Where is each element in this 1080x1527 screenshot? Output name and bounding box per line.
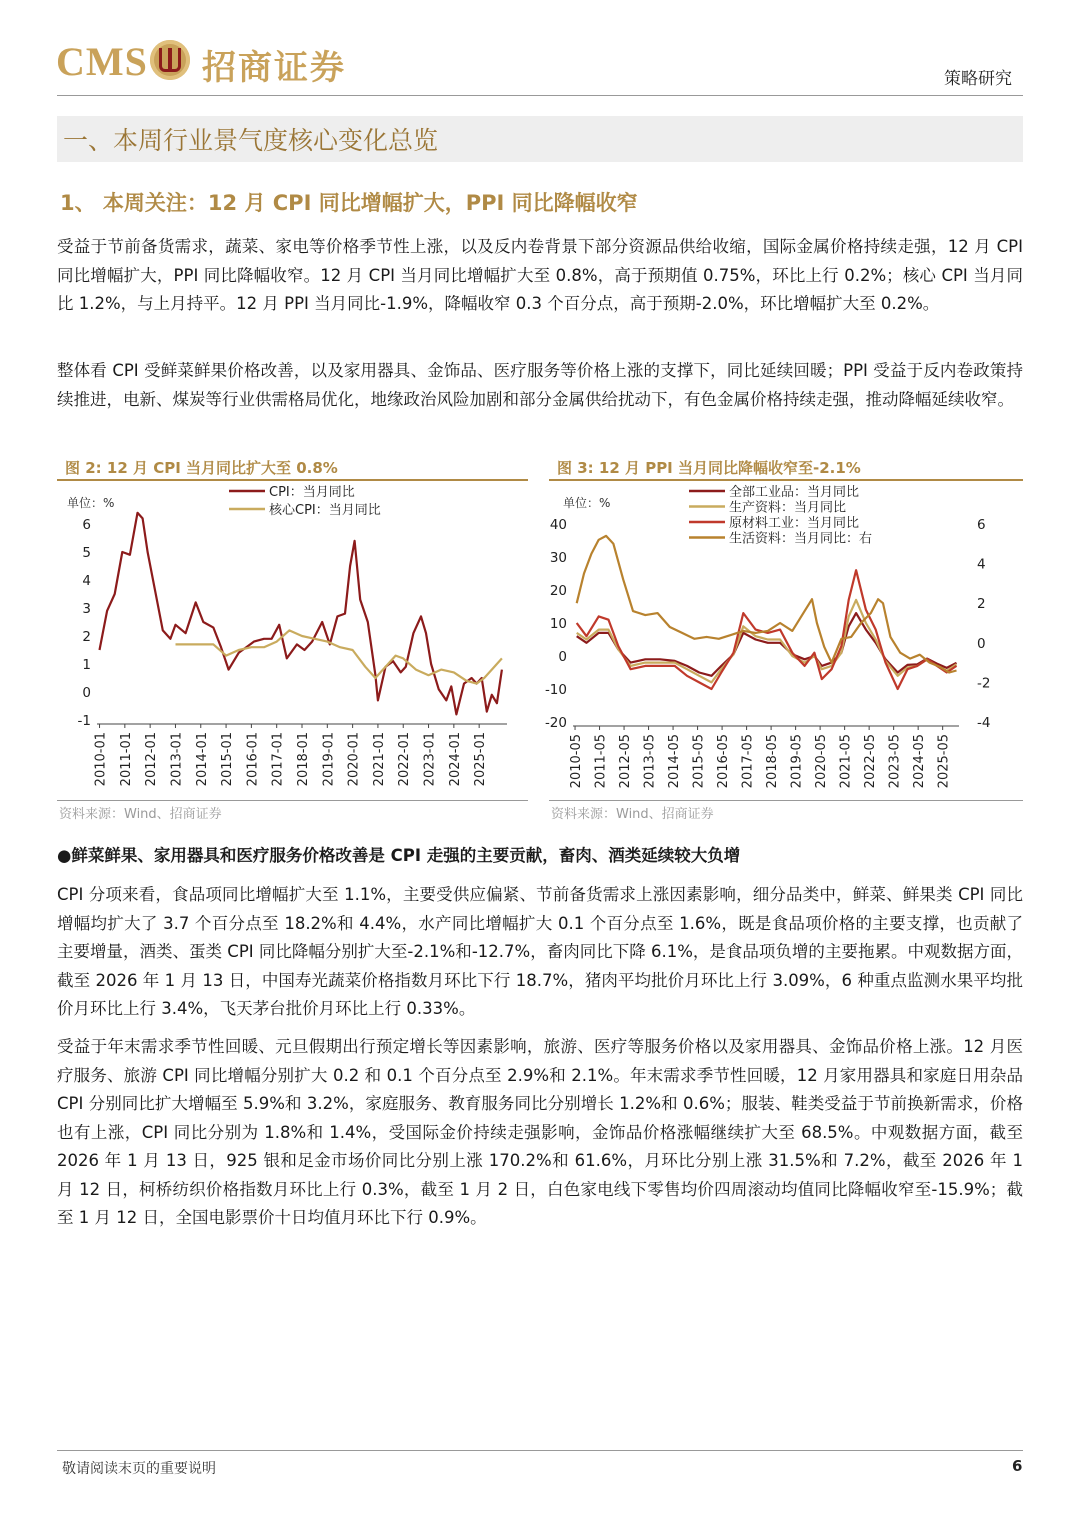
chart2-xtick-label: 2014-05 — [667, 734, 683, 789]
chart2-y2tick-label: 6 — [977, 517, 986, 533]
chart1-xtick-label: 2022-01 — [397, 732, 413, 787]
chart-cpi-caption: 图 2: 12 月 CPI 当月同比扩大至 0.8% — [65, 459, 338, 477]
chart1-xtick-label: 2012-01 — [144, 732, 160, 787]
chart2-ytick-label: 0 — [558, 649, 567, 665]
chart2-unit-label: 单位：% — [563, 496, 611, 510]
chart2-xtick-label: 2020-05 — [814, 734, 830, 789]
page-header — [0, 0, 1080, 100]
paragraph-4: 受益于年末需求季节性回暖、元旦假期出行预定增长等因素影响，旅游、医疗等服务价格以及家用器具、金饰品价格上涨。12 月医疗服务、旅游 CPI 同比增幅分别扩大 0.2 和 0.1 个百分点至 2.9%和 2.1%。年末需求季节性回暖，12 月家用器具和家庭日用杂品 CPI 分别同比扩大增幅至 5.9%和 3.2%，家庭服务、教育服务同比分别增长 1.2%和 0.6%；服装、鞋类受益于节前换新需求，价格也有上涨，CPI 同比分别为 1.8%和 1.4%，受国际金价持续走强影响，金饰品价格涨幅继续扩大至 68.5%。中观数据方面，截至 2026 年 1 月 13 日，925 银和足金市场价同比分别上涨 170.2%和 61.6%，月环比分别上涨 31.5%和 7.2%，截至 2026 年 1 月 12 日，柯桥纺织价格指数月环比上行 0.3%，截至 1 月 2 日，白色家电线下零售均价四周滚动均值同比降幅收窄至-15.9%；截至 1 月 12 日，全国电影票价十日均值月环比下行 0.9%。 — [57, 1037, 1023, 1227]
chart2-y2tick-label: 2 — [977, 596, 986, 613]
chart2-xtick-label: 2025-05 — [936, 734, 952, 789]
chart1-xtick-label: 2020-01 — [346, 732, 362, 787]
chart1-xtick-label: 2013-01 — [169, 732, 185, 787]
header-divider — [57, 95, 1023, 96]
chart1-xtick-label: 2016-01 — [245, 732, 261, 787]
chart1-ytick-label: 4 — [82, 573, 91, 589]
paragraph-2: 整体看 CPI 受鲜菜鲜果价格改善，以及家用器具、金饰品、医疗服务等价格上涨的支撑下，同比延续回暖；PPI 受益于反内卷政策持续推进，电新、煤炭等行业供需格局优化，地缘政治风险加剧和部分金属供给扰动下，有色金属价格持续走强，推动降幅延续收窄。 — [57, 361, 1023, 409]
chart1-legend-label-0: CPI：当月同比 — [269, 485, 355, 500]
chart2-xtick-label: 2017-05 — [740, 734, 756, 789]
chart-cpi-bottom-rule — [57, 800, 528, 801]
chart2-y2tick-label: -4 — [977, 715, 991, 731]
chart2-xtick-label: 2018-05 — [765, 734, 781, 789]
chart2-ytick-label: 10 — [549, 616, 567, 632]
chart2-xtick-label: 2011-05 — [593, 734, 609, 789]
chart1-xtick-label: 2024-01 — [447, 732, 463, 787]
chart1-xtick-label: 2021-01 — [371, 732, 387, 787]
chart1-xtick-label: 2014-01 — [194, 732, 210, 787]
chart1-unit-label: 单位：% — [67, 496, 115, 510]
chart2-legend-label-2: 原材料工业：当月同比 — [729, 516, 860, 531]
chart2-xtick-label: 2013-05 — [642, 734, 658, 789]
chart2-legend-label-3: 生活资料：当月同比：右 — [729, 531, 873, 547]
subsection-heading: 1、 本周关注：12 月 CPI 同比增幅扩大，PPI 同比降幅收窄 — [60, 191, 638, 215]
chart2-ytick-label: 20 — [549, 583, 567, 599]
chart2-y2tick-label: 4 — [977, 556, 986, 573]
chart1-xtick-label: 2017-01 — [270, 732, 286, 787]
chart2-xtick-label: 2021-05 — [838, 734, 854, 789]
section-heading-bar — [57, 116, 1023, 162]
chart-ppi-caption: 图 3: 12 月 PPI 当月同比降幅收窄至-2.1% — [557, 459, 861, 477]
chart2-xtick-label: 2019-05 — [789, 734, 805, 789]
chart1-ytick-label: 3 — [82, 601, 91, 617]
chart2-y2tick-label: 0 — [977, 635, 986, 652]
chart2-xtick-label: 2024-05 — [912, 734, 928, 789]
page-number: 6 — [1012, 1457, 1023, 1475]
chart1-ytick-label: 0 — [82, 685, 91, 701]
chart1-xtick-label: 2018-01 — [296, 732, 311, 787]
paragraph-3: CPI 分项来看，食品项同比增幅扩大至 1.1%，主要受供应偏紧、节前备货需求上涨因素影响，细分品类中，鲜菜、鲜果类 CPI 同比增幅均扩大了 3.7 个百分点至 18.2%和 4.4%，水产同比增幅扩大 0.1 个百分点至 1.6%，既是食品项价格的主要支撑，也贡献了主要增量，酒类、蛋类 CPI 同比降幅分别扩大至-2.1%和-12.7%，畜肉同比下降 6.1%，是食品项负增的主要拖累。中观数据方面，截至 2026 年 1 月 13 日，中国寿光蔬菜价格指数月环比下行 18.7%，猪肉平均批价月环比上行 3.09%，6 种重点监测水果平均批价月环比上行 3.4%，飞天茅台批价月环比上行 0.33%。 — [57, 885, 1023, 1018]
chart1-xtick-label: 2019-01 — [321, 732, 337, 787]
chart-ppi-bottom-rule — [549, 800, 1023, 801]
footer-note: 敬请阅读末页的重要说明 — [62, 1461, 216, 1477]
chart1-ytick-label: 6 — [82, 517, 91, 533]
logo-cn-text: 招商证券 — [202, 50, 346, 87]
chart2-ytick-label: 30 — [549, 550, 567, 566]
bullet-heading: ●鲜菜鲜果、家用器具和医疗服务价格改善是 CPI 走强的主要贡献，畜肉、酒类延续较大负增 — [57, 846, 741, 865]
paragraph-1: 受益于节前备货需求，蔬菜、家电等价格季节性上涨，以及反内卷背景下部分资源品供给收缩，国际金属价格持续走强，12 月 CPI 同比增幅扩大，PPI 同比降幅收窄。12 月 CPI 当月同比增幅扩大至 0.8%，高于预期值 0.75%，环比上行 0.2%；核心 CPI 当月同比 1.2%，与上月持平。12 月 PPI 当月同比-1.9%，降幅收窄 0.3 个百分点，高于预期-2.0%，环比增幅扩大至 0.2%。 — [57, 237, 1023, 313]
logo-emblem-icon — [150, 40, 190, 80]
chart-ppi-source: 资料来源：Wind、招商证券 — [551, 807, 714, 822]
chart-cpi — [57, 455, 528, 827]
chart1-ytick-label: 5 — [82, 545, 91, 561]
chart-cpi-source: 资料来源：Wind、招商证券 — [59, 807, 222, 822]
chart1-xtick-label: 2015-01 — [220, 732, 236, 787]
chart2-series-line-3 — [577, 536, 957, 673]
chart-cpi-svg — [57, 481, 528, 801]
chart1-xtick-label: 2023-01 — [422, 732, 438, 787]
footer-divider — [57, 1450, 1023, 1451]
section-label: 策略研究 — [944, 69, 1012, 89]
chart2-ytick-label: 40 — [549, 517, 567, 533]
chart2-series-line-0 — [577, 613, 957, 676]
logo-cms-text: CMS — [56, 39, 148, 84]
chart1-legend-label-1: 核心CPI：当月同比 — [269, 503, 381, 518]
section-heading: 一、本周行业景气度核心变化总览 — [63, 126, 439, 155]
chart2-ytick-label: -10 — [544, 682, 567, 698]
chart2-xtick-label: 2022-05 — [863, 734, 879, 789]
chart2-xtick-label: 2023-05 — [887, 734, 903, 789]
chart2-xtick-label: 2010-05 — [569, 734, 585, 789]
chart2-legend-label-0: 全部工业品：当月同比 — [729, 485, 860, 500]
chart-ppi-svg — [544, 481, 1023, 801]
chart2-ytick-label: -20 — [544, 715, 567, 731]
chart2-xtick-label: 2016-05 — [716, 734, 732, 789]
chart1-xtick-label: 2025-01 — [473, 732, 489, 787]
chart2-xtick-label: 2012-05 — [618, 734, 634, 789]
chart-ppi — [544, 455, 1023, 827]
chart1-series-line-0 — [100, 513, 502, 715]
chart1-xtick-label: 2010-01 — [93, 732, 109, 787]
chart1-ytick-label: 1 — [82, 657, 91, 673]
chart2-legend-label-1: 生产资料：当月同比 — [729, 500, 847, 516]
chart1-xtick-label: 2011-01 — [118, 732, 134, 787]
chart2-y2tick-label: -2 — [977, 675, 991, 692]
chart2-xtick-label: 2015-05 — [691, 734, 707, 789]
chart1-ytick-label: -1 — [77, 713, 91, 729]
chart1-ytick-label: 2 — [82, 629, 91, 645]
